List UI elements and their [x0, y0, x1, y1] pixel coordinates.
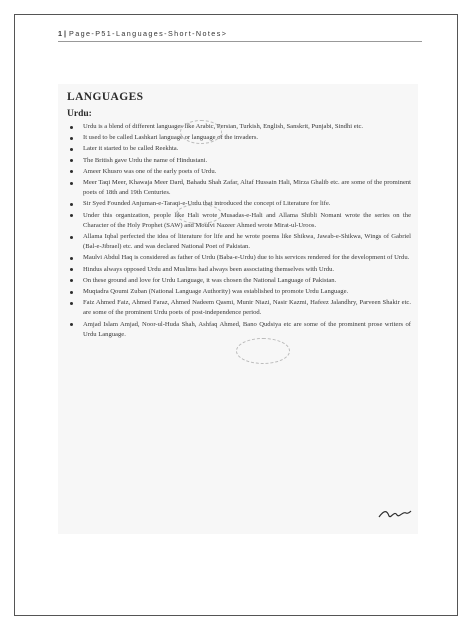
- list-item: Urdu is a blend of different languages like Arabic, Persian, Turkish, English, Sanskrit, Punjabi, Sindhi etc.: [67, 122, 411, 132]
- list-item: The British gave Urdu the name of Hindustani.: [67, 156, 411, 166]
- list-item: Ameer Khusro was one of the early poets of Urdu.: [67, 167, 411, 177]
- document-title: LANGUAGES: [67, 91, 144, 103]
- ink-stamp-mark: [180, 120, 222, 144]
- list-item: Hindus always opposed Urdu and Muslims had always been associating themselves with Urdu.: [67, 265, 411, 275]
- scanned-page: [58, 84, 418, 534]
- ink-stamp-mark: [236, 338, 290, 364]
- list-item: Meer Taqi Meer, Khawaja Meer Dard, Bahadu Shah Zafar, Altaf Hussain Hali, Mirza Ghalib etc. are some of the prominent poets of 18th and 19th Centuries.: [67, 178, 411, 198]
- list-item: Allama Iqbal perfected the idea of literature for life and he wrote poems like Shikwa, Jawab-e-Shikwa, Wings of Gabriel (Bal-e-Jibrael) etc. and was declared National Poet of Pakistan.: [67, 232, 411, 252]
- header-separator: |: [64, 29, 67, 38]
- list-item: Muqtadra Qoumi Zuban (National Language Authority) was established to promote Urdu Language.: [67, 287, 411, 297]
- list-item: Maulvi Abdul Haq is considered as father of Urdu (Baba-e-Urdu) due to his services rendered for the development of Urdu.: [67, 253, 411, 263]
- section-heading: Urdu:: [67, 109, 92, 119]
- running-title: Page-P51-Languages-Short-Notes>: [69, 29, 228, 38]
- page-number: 1: [58, 29, 62, 38]
- ink-stamp-mark: [176, 204, 222, 224]
- list-item: Sir Syed Founded Anjuman-e-Taraqi-e-Urdu that introduced the concept of Literature for life.: [67, 199, 411, 209]
- page-header: [58, 29, 422, 42]
- list-item: It used to be called Lashkari language or language of the invaders.: [67, 133, 411, 143]
- list-item: Later it started to be called Reekhta.: [67, 144, 411, 154]
- list-item: Faiz Ahmed Faiz, Ahmed Faraz, Ahmed Nadeem Qasmi, Munir Niazi, Nasir Kazmi, Hafeez Jalandhry, Parveen Shakir etc. are some of the prominent Urdu poets of post-independence period.: [67, 298, 411, 318]
- list-item: Amjad Islam Amjad, Noor-ul-Huda Shah, Ashfaq Ahmed, Bano Qudsiya etc are some of the prominent prose writers of Urdu Language.: [67, 320, 411, 340]
- signature-mark: [378, 508, 412, 520]
- list-item: Under this organization, people like Hali wrote Musadas-e-Hali and Allama Shibli Nomani wrote the series on the Character of the Holy Prophet (SAW) and Moulvi Nazeer Ahmed wrote Mirat-ul-Uroos.: [67, 211, 411, 231]
- notes-list: [67, 122, 411, 341]
- list-item: On these ground and love for Urdu Language, it was chosen the National Language of Pakistan.: [67, 276, 411, 286]
